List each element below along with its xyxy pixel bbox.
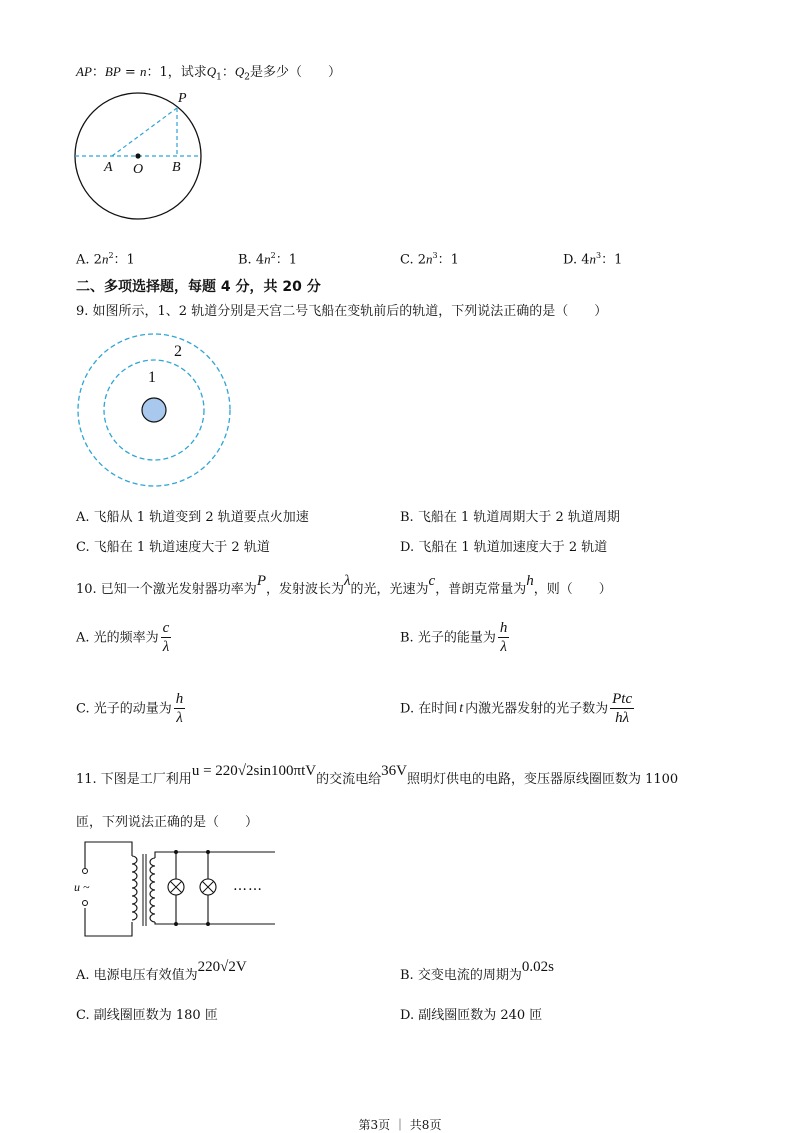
q9-orbit-label-2: 2 [174, 343, 182, 360]
q8-label-B: B [172, 160, 181, 175]
page-footer: 第3页 ｜ 共8页 [358, 1118, 442, 1132]
q11-node-1-bottom [174, 922, 178, 926]
q8-label-A: A [104, 160, 113, 175]
q9-option-a[interactable]: A. 飞船从 1 轨道变到 2 轨道要点火加速 [76, 510, 309, 525]
q8-option-d[interactable]: D. $4n^3$：1 [563, 251, 623, 268]
q8-circle-figure [70, 86, 215, 226]
q11-option-b[interactable]: B. 交变电流的周期为0.02s [400, 959, 554, 983]
q8-option-a[interactable]: A. $2n^2$：1 [76, 251, 135, 268]
q9-orbit-label-1: 1 [148, 369, 156, 386]
q8-option-c[interactable]: C. $2n^3$：1 [400, 251, 459, 268]
q11-primary-wire-bottom [85, 908, 132, 936]
q10-b-fraction: $\frac{h}{\lambda}$ [499, 620, 508, 655]
q11-option-c[interactable]: C. 副线圈匝数为 180 匝 [76, 1008, 218, 1023]
q11-node-2-top [206, 850, 210, 854]
q11-primary-coil [132, 856, 137, 920]
q11-terminal-top [83, 869, 88, 874]
q10-option-b[interactable]: B. 光子的能量为 $\frac{h}{\lambda}$ [400, 620, 508, 655]
q8-label-O: O [133, 162, 144, 177]
q11-node-1-top [174, 850, 178, 854]
q11-secondary-top-wire [155, 852, 275, 858]
q11-secondary-coil [150, 858, 155, 922]
q11-formula: u = 220√2sin100πtV [191, 763, 317, 779]
q10-option-c[interactable]: C. 光子的动量为 $\frac{h}{\lambda}$ [76, 691, 184, 726]
q11-node-2-bottom [206, 922, 210, 926]
q8-stem: AP：BP = n：1，试求$Q_1$：$Q_2$是多少（ ） [76, 64, 342, 83]
q11-more-lamps: …… [233, 878, 263, 894]
q11-stem: 11. 下图是工厂利用u = 220√2sin100πtV的交流电给36V照明灯供电的电路，变压器原线圈匝数为 1100 [76, 763, 679, 787]
q11-source-label: u ~ [74, 880, 90, 894]
q11-primary-wire-top [85, 842, 132, 868]
q8-option-b[interactable]: B. $4n^2$：1 [238, 251, 297, 268]
q9-option-c[interactable]: C. 飞船在 1 轨道速度大于 2 轨道 [76, 540, 270, 555]
q11-secondary-bottom-wire [155, 922, 275, 924]
q9-option-d[interactable]: D. 飞船在 1 轨道加速度大于 2 轨道 [400, 540, 608, 555]
section-heading: 二、多项选择题，每题 4 分，共 20 分 [76, 279, 321, 295]
q11-option-d[interactable]: D. 副线圈匝数为 240 匝 [400, 1008, 543, 1023]
q10-c-fraction: $\frac{h}{\lambda}$ [175, 691, 184, 726]
q10-d-fraction: $\frac{\text{Ptc}}{h\lambda}$ [612, 691, 633, 726]
q10-option-d[interactable]: D. 在时间 t 内激光器发射的光子数为 $\frac{\text{Ptc}}{h\lambda}$ [400, 691, 633, 726]
q8-label-P: P [178, 91, 187, 106]
q11-stem-line2: 匝，下列说法正确的是（ ） [76, 815, 259, 830]
q10-option-a[interactable]: A. 光的频率为 $\frac{c}{\lambda}$ [76, 620, 170, 655]
q8-center-dot [135, 153, 140, 158]
q9-earth [142, 398, 166, 422]
q8-line-AP [112, 108, 177, 156]
q9-option-b[interactable]: B. 飞船在 1 轨道周期大于 2 轨道周期 [400, 510, 620, 525]
q11-terminal-bottom [83, 901, 88, 906]
q9-orbit-figure [74, 331, 234, 491]
q10-a-fraction: $\frac{c}{\lambda}$ [162, 620, 170, 655]
q11-option-a[interactable]: A. 电源电压有效值为220√2V [76, 959, 247, 983]
q9-stem: 9. 如图所示，1、2 轨道分别是天宫二号飞船在变轨前后的轨道，下列说法正确的是（ ） [76, 304, 608, 319]
q10-stem: 10. 已知一个激光发射器功率为P，发射波长为λ的光，光速为c，普朗克常量为h，则（ ） [76, 573, 612, 597]
